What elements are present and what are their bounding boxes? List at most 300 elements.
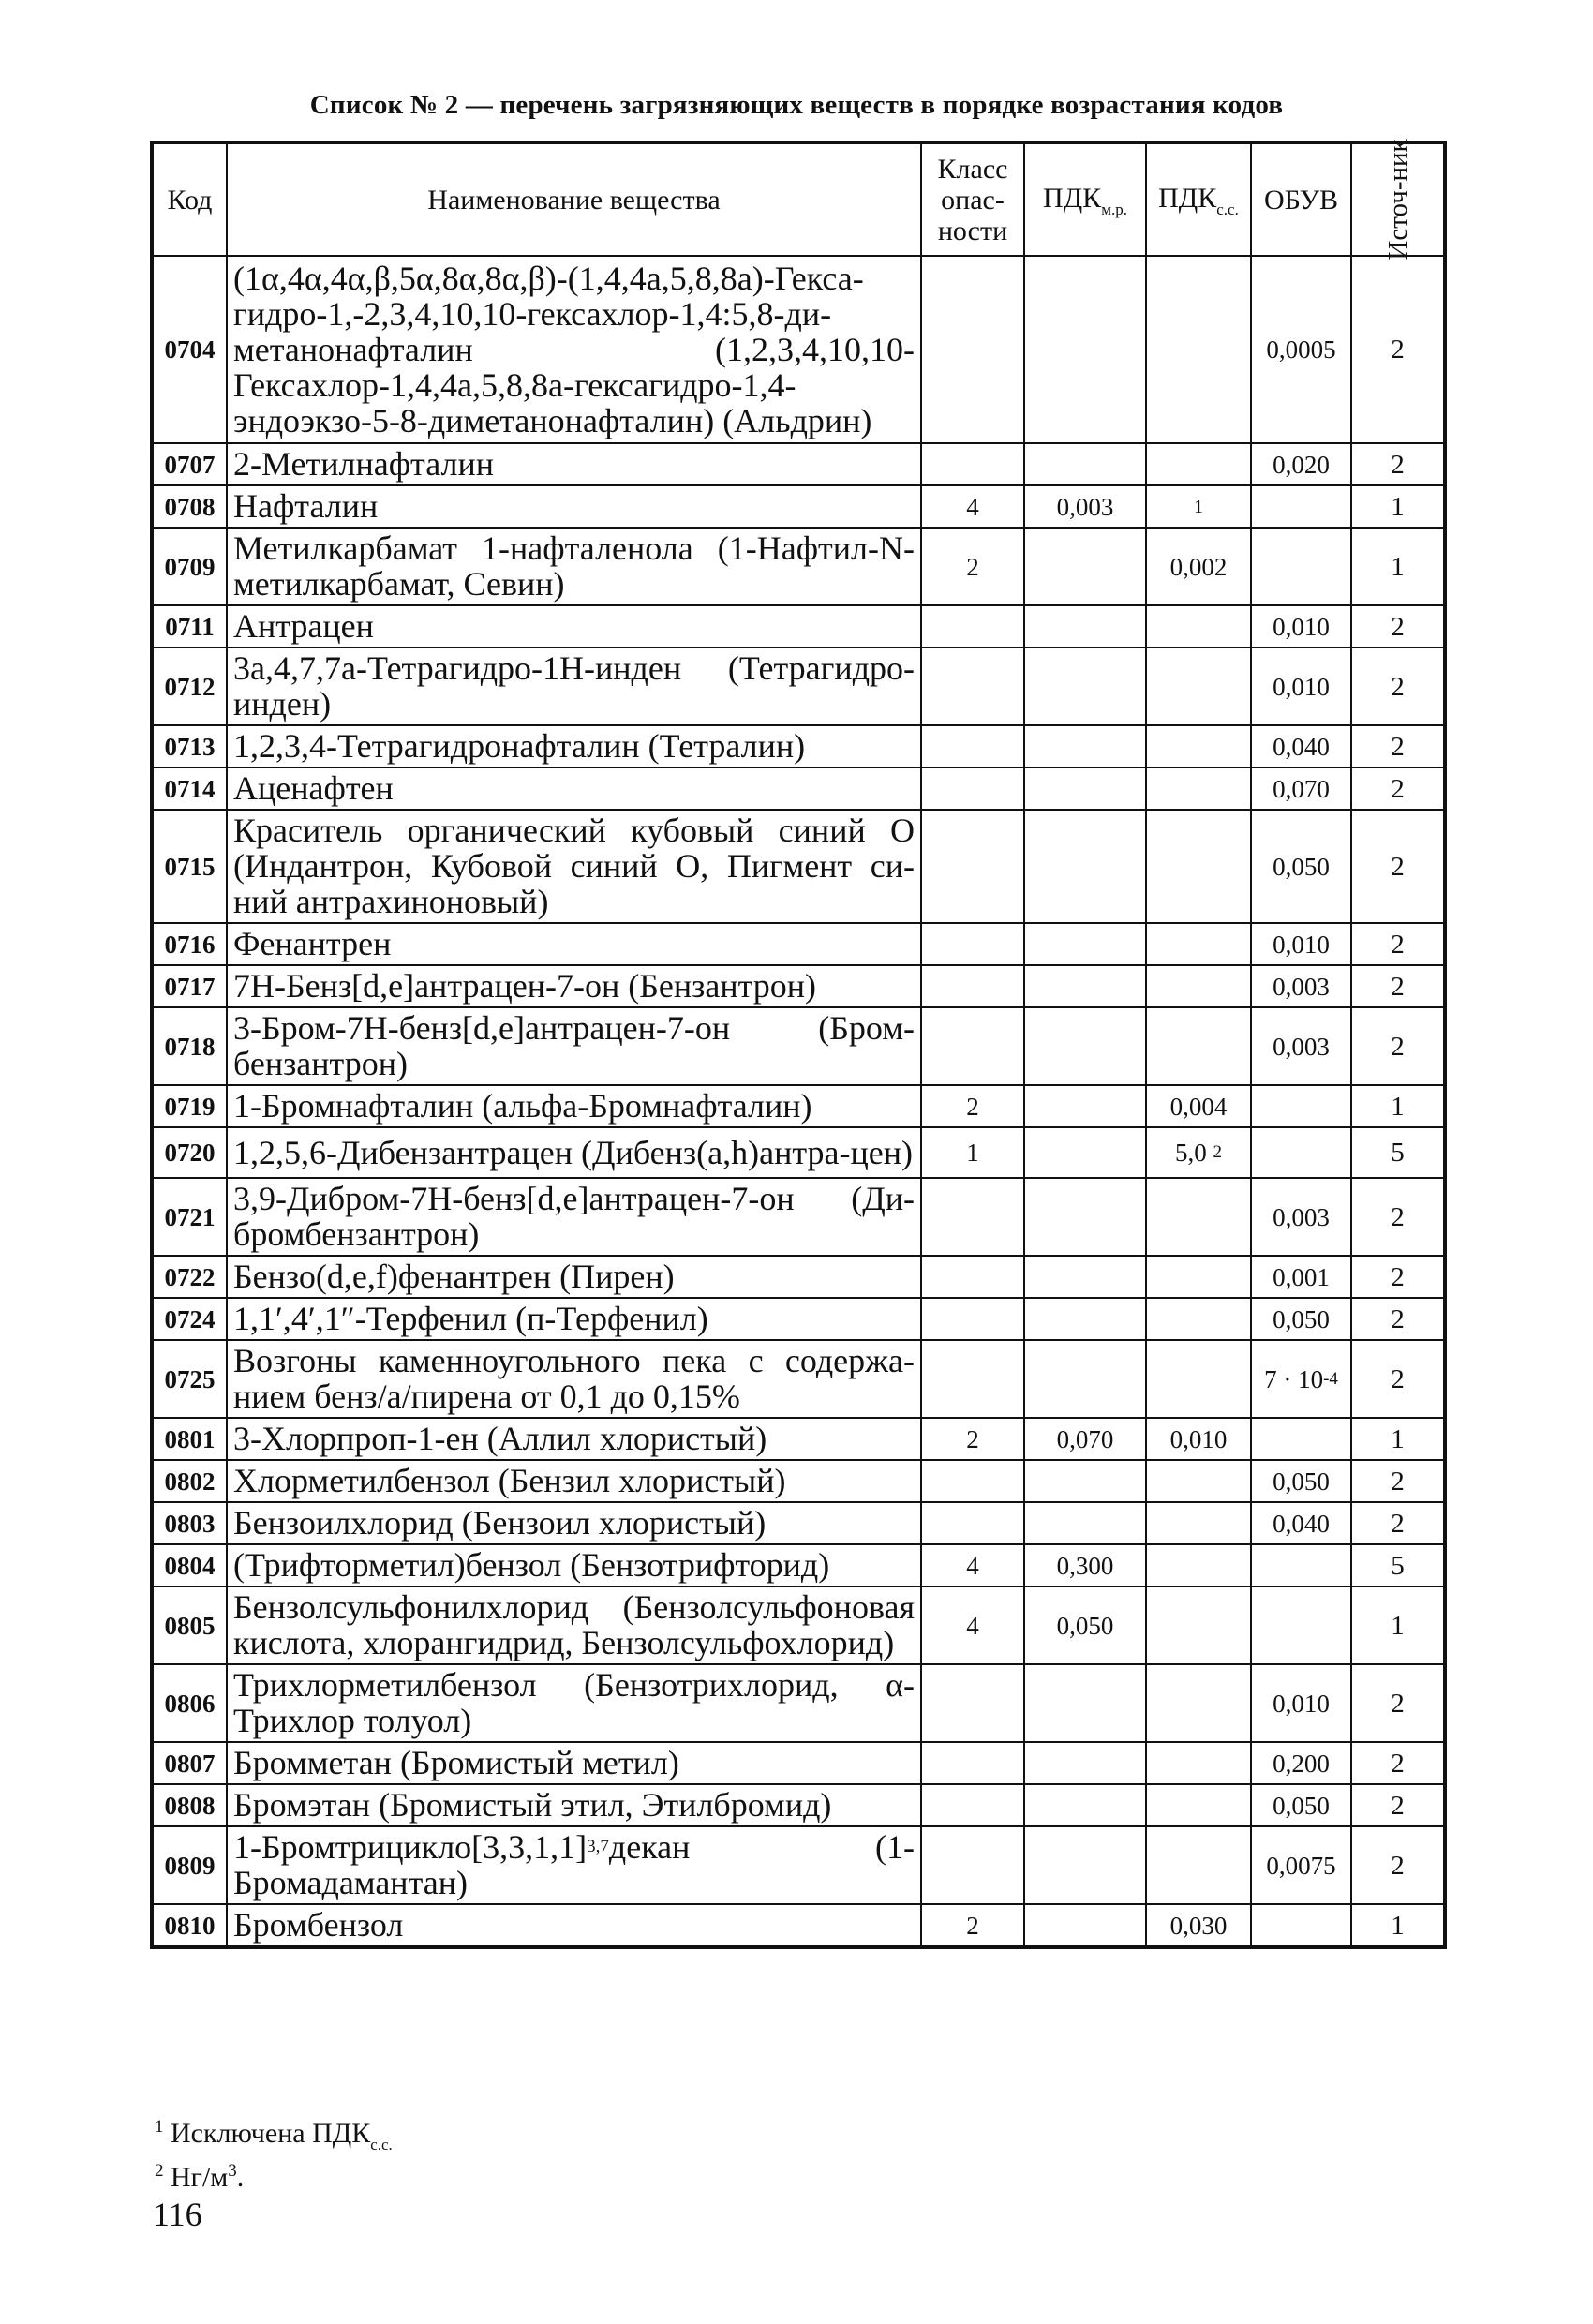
- row-name: [227, 810, 921, 923]
- row-pdk-ss: [1146, 1544, 1251, 1587]
- page-number: 116: [153, 2196, 202, 2233]
- row-obuv-exponent: -4: [1323, 1368, 1338, 1389]
- row-source: 2: [1351, 923, 1445, 965]
- row-source: 1: [1351, 1904, 1445, 1947]
- table-row: [152, 1587, 1445, 1664]
- row-pdk-ss: [1146, 1502, 1251, 1544]
- row-obuv-value: 0,040: [1273, 1509, 1330, 1538]
- row-obuv: [1251, 1007, 1351, 1085]
- table-header-row: [152, 142, 1445, 256]
- row-code: 0802: [152, 1460, 227, 1502]
- row-pdk-mr: 0,300: [1024, 1544, 1146, 1587]
- row-name-text: Аценафтен: [233, 769, 394, 807]
- row-name-text: Бензоилхлорид (Бензоил хлористый): [233, 1504, 767, 1542]
- row-pdk-mr: [1024, 1460, 1146, 1502]
- row-source: 2: [1351, 256, 1445, 443]
- row-name: [227, 528, 921, 605]
- footnote-1: [155, 2110, 393, 2154]
- row-obuv-value: 0,050: [1273, 1304, 1330, 1333]
- table-row: [152, 1460, 1445, 1502]
- header-source-wrap: [1352, 139, 1443, 261]
- row-name-text: Антрацен: [233, 607, 374, 645]
- row-hazard-class: 2: [921, 528, 1024, 605]
- row-pdk-ss: [1146, 1742, 1251, 1784]
- row-name: [227, 443, 921, 485]
- header-source: [1351, 139, 1445, 261]
- row-pdk-ss: [1146, 443, 1251, 485]
- row-name-text: Трихлорметилбензол (Бензотрихлорид, α-Трихлор толуол): [233, 1666, 915, 1739]
- row-obuv: [1251, 1256, 1351, 1298]
- row-hazard-class: 4: [921, 1544, 1024, 1587]
- row-pdk-mr: [1024, 1007, 1146, 1085]
- table-row: [152, 767, 1445, 810]
- row-obuv-value: 0,020: [1273, 450, 1330, 479]
- row-code: 0708: [152, 485, 227, 528]
- row-source: 2: [1351, 1826, 1445, 1904]
- row-pdk-ss: [1146, 810, 1251, 923]
- row-name-tail: декан (1-Бромадамантан): [233, 1828, 915, 1901]
- row-source: 2: [1351, 725, 1445, 767]
- row-code: 0724: [152, 1298, 227, 1340]
- row-pdk-ss-footnote-mark: 2: [1213, 1142, 1222, 1162]
- row-name: [227, 1587, 921, 1664]
- page-title: Список № 2 — перечень загрязняющих веществ в порядке возрастания кодов: [309, 90, 1284, 120]
- row-code: 0807: [152, 1742, 227, 1784]
- row-pdk-mr: [1024, 648, 1146, 725]
- table-row: [152, 1256, 1445, 1298]
- row-source: 2: [1351, 1256, 1445, 1298]
- row-obuv-value: 7 · 10: [1264, 1364, 1324, 1393]
- row-name-text: Метилкарбамат 1-нафталенола (1-Нафтил-N-метилкарбамат, Севин): [233, 529, 915, 603]
- row-code: 0803: [152, 1502, 227, 1544]
- row-source: 2: [1351, 965, 1445, 1007]
- row-pdk-ss: [1146, 1460, 1251, 1502]
- row-obuv-value: 0,050: [1273, 1791, 1330, 1820]
- row-hazard-class: [921, 1664, 1024, 1742]
- row-obuv: [1251, 1502, 1351, 1544]
- row-pdk-mr: 0,003: [1024, 485, 1146, 528]
- row-pdk-mr: [1024, 1826, 1146, 1904]
- row-obuv: [1251, 1340, 1351, 1418]
- row-pdk-ss: [1146, 528, 1251, 605]
- row-pdk-mr: [1024, 810, 1146, 923]
- header-pdk-ss-sub: с.с.: [1216, 200, 1239, 218]
- row-source: 1: [1351, 1418, 1445, 1460]
- row-pdk-mr: [1024, 725, 1146, 767]
- row-name: [227, 256, 921, 443]
- row-name-text: 1,2,3,4-Тетрагидронафталин (Тетралин): [233, 727, 806, 765]
- table-row: [152, 725, 1445, 767]
- table-row: [152, 1664, 1445, 1742]
- header-pdk-ss: [1146, 142, 1251, 256]
- header-code: Код: [152, 142, 227, 256]
- row-code: 0717: [152, 965, 227, 1007]
- row-hazard-class: [921, 923, 1024, 965]
- footnote-1-text: Исключена ПДК: [171, 2118, 371, 2149]
- header-pdk-mr-label: ПДК: [1043, 182, 1102, 214]
- row-obuv-value: 0,050: [1273, 1467, 1330, 1496]
- row-pdk-ss: [1146, 1784, 1251, 1826]
- row-name-text: Возгоны каменноугольного пека с содержа-нием бенз/а/пирена от 0,1 до 0,15%: [233, 1342, 915, 1415]
- row-name-text: 3,9-Дибром-7Н-бенз[d,е]антрацен-7-он (Ди-бромбензантрон): [233, 1180, 915, 1253]
- table-row: [152, 256, 1445, 443]
- row-name: [227, 767, 921, 810]
- table-row: [152, 1784, 1445, 1826]
- row-name-text: 3а,4,7,7а-Тетрагидро-1Н-инден (Тетрагидро-инден): [233, 649, 915, 723]
- row-name-text: 7Н-Бенз[d,е]антрацен-7-он (Бензантрон): [233, 967, 817, 1005]
- row-obuv: [1251, 767, 1351, 810]
- row-code: 0715: [152, 810, 227, 923]
- row-obuv-value: 0,003: [1273, 1202, 1330, 1231]
- row-name: [227, 1085, 921, 1127]
- row-pdk-mr: [1024, 1904, 1146, 1947]
- row-obuv: [1251, 1664, 1351, 1742]
- row-code: 0718: [152, 1007, 227, 1085]
- row-pdk-ss-value: 0,002: [1169, 552, 1228, 581]
- row-source: 1: [1351, 528, 1445, 605]
- row-source: 2: [1351, 605, 1445, 648]
- row-pdk-mr: [1024, 1784, 1146, 1826]
- row-obuv-value: 0,200: [1273, 1749, 1330, 1778]
- footnote-2-sup: 3: [228, 2161, 237, 2181]
- row-source: 2: [1351, 1502, 1445, 1544]
- row-obuv: [1251, 443, 1351, 485]
- row-code: 0805: [152, 1587, 227, 1664]
- row-obuv: [1251, 1418, 1351, 1460]
- row-obuv-value: 0,010: [1273, 1689, 1330, 1718]
- row-name-text: 3-Бром-7Н-бенз[d,е]антрацен-7-он (Бром-бензантрон): [233, 1009, 915, 1082]
- row-source: 5: [1351, 1127, 1445, 1178]
- row-code: 0725: [152, 1340, 227, 1418]
- row-code: 0707: [152, 443, 227, 485]
- row-obuv-value: 0,010: [1273, 672, 1330, 701]
- row-name-text: 2-Метилнафталин: [233, 445, 494, 483]
- row-name: [227, 485, 921, 528]
- substances-table: [150, 141, 1447, 1949]
- row-obuv-value: 0,010: [1273, 612, 1330, 641]
- table-row: [152, 1418, 1445, 1460]
- row-pdk-mr: [1024, 528, 1146, 605]
- table-row: [152, 1742, 1445, 1784]
- row-obuv: [1251, 256, 1351, 443]
- row-pdk-ss: [1146, 1127, 1251, 1178]
- row-hazard-class: [921, 1502, 1024, 1544]
- row-pdk-mr: [1024, 923, 1146, 965]
- row-obuv: [1251, 965, 1351, 1007]
- row-pdk-mr: [1024, 1502, 1146, 1544]
- row-pdk-ss-value: 0,030: [1169, 1911, 1228, 1940]
- row-hazard-class: [921, 1784, 1024, 1826]
- row-obuv-value: 0,050: [1273, 852, 1330, 881]
- row-source: 1: [1351, 1587, 1445, 1664]
- row-pdk-ss-value: 1: [1194, 496, 1203, 517]
- row-source: 2: [1351, 1178, 1445, 1256]
- row-name: [227, 605, 921, 648]
- row-pdk-mr: [1024, 605, 1146, 648]
- row-pdk-mr: [1024, 1664, 1146, 1742]
- row-name: [227, 1826, 921, 1904]
- row-name: [227, 1784, 921, 1826]
- row-hazard-class: [921, 767, 1024, 810]
- table-row: [152, 1127, 1445, 1178]
- row-pdk-ss-value: 0,004: [1169, 1092, 1228, 1121]
- row-obuv: [1251, 1178, 1351, 1256]
- row-source: 2: [1351, 1460, 1445, 1502]
- footnote-1-sub: с.с.: [370, 2136, 393, 2153]
- row-obuv: [1251, 1826, 1351, 1904]
- row-name-text: 1-Бромтрицикло[3,3,1,1]: [233, 1828, 588, 1866]
- table-row: [152, 923, 1445, 965]
- row-code: 0713: [152, 725, 227, 767]
- table-row: [152, 648, 1445, 725]
- row-hazard-class: [921, 965, 1024, 1007]
- row-name-text: 1,2,5,6-Дибензантрацен (Дибенз(a,h)антра-цен): [233, 1133, 913, 1171]
- row-code: 0711: [152, 605, 227, 648]
- row-hazard-class: 4: [921, 1587, 1024, 1664]
- table-row: [152, 1826, 1445, 1904]
- row-name: [227, 1178, 921, 1256]
- row-hazard-class: [921, 725, 1024, 767]
- row-source: 2: [1351, 443, 1445, 485]
- header-source-label: Источ-ник: [1382, 139, 1413, 261]
- row-pdk-mr: [1024, 1178, 1146, 1256]
- row-code: 0804: [152, 1544, 227, 1587]
- row-source: 2: [1351, 810, 1445, 923]
- table-row: [152, 1502, 1445, 1544]
- row-name-text: 1-Бромнафталин (альфа-Бромнафталин): [233, 1087, 812, 1125]
- row-code: 0721: [152, 1178, 227, 1256]
- table-row: [152, 1340, 1445, 1418]
- table-row: [152, 965, 1445, 1007]
- row-hazard-class: [921, 648, 1024, 725]
- row-hazard-class: 2: [921, 1418, 1024, 1460]
- table-row: [152, 605, 1445, 648]
- row-name: [227, 965, 921, 1007]
- row-pdk-ss: [1146, 256, 1251, 443]
- row-pdk-ss: [1146, 648, 1251, 725]
- row-code: 0712: [152, 648, 227, 725]
- row-name-text: (Трифторметил)бензол (Бензотрифторид): [233, 1546, 830, 1584]
- row-name-text: 3-Хлорпроп-1-ен (Аллил хлористый): [233, 1420, 767, 1457]
- table-row: [152, 1298, 1445, 1340]
- row-name-text: 1,1′,4′,1″-Терфенил (п-Терфенил): [233, 1300, 708, 1337]
- row-code: 0808: [152, 1784, 227, 1826]
- row-name: [227, 648, 921, 725]
- row-hazard-class: 1: [921, 1127, 1024, 1178]
- row-pdk-ss: [1146, 1904, 1251, 1947]
- row-hazard-class: [921, 1298, 1024, 1340]
- row-obuv: [1251, 725, 1351, 767]
- row-pdk-ss: [1146, 965, 1251, 1007]
- row-name: [227, 1460, 921, 1502]
- table-row: [152, 1544, 1445, 1587]
- row-name-text: Бромбензол: [233, 1906, 404, 1944]
- row-pdk-mr: [1024, 1256, 1146, 1298]
- row-pdk-mr: [1024, 1085, 1146, 1127]
- row-name-text: Бензолсульфонилхлорид (Бензолсульфоновая кислота, хлорангидрид, Бензолсульфохлорид): [233, 1588, 915, 1661]
- row-pdk-mr: [1024, 767, 1146, 810]
- row-hazard-class: [921, 1178, 1024, 1256]
- row-code: 0810: [152, 1904, 227, 1947]
- row-obuv: [1251, 1544, 1351, 1587]
- table-row: [152, 443, 1445, 485]
- header-obuv: ОБУВ: [1251, 142, 1351, 256]
- row-pdk-ss: [1146, 1664, 1251, 1742]
- row-pdk-ss: [1146, 767, 1251, 810]
- row-code: 0809: [152, 1826, 227, 1904]
- header-pdk-ss-label: ПДК: [1158, 182, 1217, 214]
- row-hazard-class: [921, 605, 1024, 648]
- footnote-2-tail: .: [236, 2162, 245, 2193]
- row-source: 2: [1351, 1664, 1445, 1742]
- row-pdk-ss: [1146, 1587, 1251, 1664]
- row-code: 0801: [152, 1418, 227, 1460]
- row-obuv-value: 0,0005: [1266, 335, 1336, 364]
- row-name-text: Бромметан (Бромистый метил): [233, 1744, 679, 1781]
- row-pdk-ss: [1146, 1178, 1251, 1256]
- row-source: 2: [1351, 1784, 1445, 1826]
- row-obuv-value: 0,070: [1273, 774, 1330, 803]
- row-hazard-class: [921, 1742, 1024, 1784]
- row-hazard-class: [921, 256, 1024, 443]
- row-pdk-ss-value: 0,010: [1169, 1424, 1228, 1453]
- footnote-1-mark: 1: [155, 2117, 164, 2137]
- row-obuv-value: 0,003: [1273, 972, 1330, 1001]
- footnote-2-text: Нг/м: [171, 2162, 229, 2193]
- row-pdk-ss: [1146, 1007, 1251, 1085]
- row-code: 0704: [152, 256, 227, 443]
- row-name: [227, 1664, 921, 1742]
- row-obuv-value: 0,010: [1273, 930, 1330, 959]
- row-hazard-class: 4: [921, 485, 1024, 528]
- header-pdk-mr: [1024, 142, 1146, 256]
- row-obuv: [1251, 528, 1351, 605]
- row-pdk-mr: [1024, 965, 1146, 1007]
- row-obuv: [1251, 605, 1351, 648]
- row-name-text: Нафталин: [233, 487, 379, 525]
- row-source: 2: [1351, 648, 1445, 725]
- row-pdk-mr: [1024, 443, 1146, 485]
- row-name: [227, 1298, 921, 1340]
- row-code: 0806: [152, 1664, 227, 1742]
- row-code: 0722: [152, 1256, 227, 1298]
- table-row: [152, 1178, 1445, 1256]
- table-row: [152, 1085, 1445, 1127]
- row-hazard-class: [921, 1007, 1024, 1085]
- row-name-text: Фенантрен: [233, 925, 392, 962]
- row-obuv: [1251, 1085, 1351, 1127]
- row-obuv: [1251, 1784, 1351, 1826]
- row-source: 2: [1351, 767, 1445, 810]
- row-pdk-ss: [1146, 725, 1251, 767]
- row-pdk-mr: 0,070: [1024, 1418, 1146, 1460]
- row-source: 2: [1351, 1298, 1445, 1340]
- row-name: [227, 923, 921, 965]
- row-pdk-ss: [1146, 1298, 1251, 1340]
- row-obuv: [1251, 1587, 1351, 1664]
- row-obuv: [1251, 648, 1351, 725]
- row-name-text: Краситель органический кубовый синий О (Индантрон, Кубовой синий О, Пигмент си-ний антрахиноновый): [233, 812, 915, 920]
- table-row: [152, 528, 1445, 605]
- row-name: [227, 1418, 921, 1460]
- row-hazard-class: [921, 1460, 1024, 1502]
- row-obuv-value: 0,003: [1273, 1032, 1330, 1061]
- header-name: Наименование вещества: [227, 142, 921, 256]
- row-source: 1: [1351, 1085, 1445, 1127]
- table-row: [152, 810, 1445, 923]
- row-name: [227, 1742, 921, 1784]
- row-pdk-ss: [1146, 1340, 1251, 1418]
- row-pdk-mr: 0,050: [1024, 1587, 1146, 1664]
- row-pdk-mr: [1024, 1742, 1146, 1784]
- row-pdk-ss: [1146, 1256, 1251, 1298]
- row-obuv-value: 0,001: [1273, 1262, 1330, 1291]
- row-code: 0719: [152, 1085, 227, 1127]
- row-hazard-class: 2: [921, 1904, 1024, 1947]
- row-name-text: Бромэтан (Бромистый этил, Этилбромид): [233, 1786, 832, 1824]
- header-pdk-mr-sub: м.р.: [1101, 200, 1127, 218]
- row-name-sup: 3,7: [587, 1837, 609, 1856]
- row-hazard-class: [921, 1826, 1024, 1904]
- row-code: 0716: [152, 923, 227, 965]
- table-body: [152, 256, 1445, 1947]
- row-pdk-mr: [1024, 1298, 1146, 1340]
- footnote-2-mark: 2: [155, 2161, 164, 2181]
- row-obuv: [1251, 1742, 1351, 1784]
- row-pdk-ss: [1146, 923, 1251, 965]
- row-name: [227, 1340, 921, 1418]
- row-pdk-ss: [1146, 1826, 1251, 1904]
- row-obuv: [1251, 1460, 1351, 1502]
- row-hazard-class: [921, 1256, 1024, 1298]
- row-pdk-ss: [1146, 1418, 1251, 1460]
- row-source: 5: [1351, 1544, 1445, 1587]
- row-code: 0709: [152, 528, 227, 605]
- row-name: [227, 1007, 921, 1085]
- row-name: [227, 1544, 921, 1587]
- row-source: 2: [1351, 1007, 1445, 1085]
- row-pdk-ss-value: 5,0: [1175, 1139, 1207, 1167]
- row-obuv: [1251, 485, 1351, 528]
- row-pdk-mr: [1024, 1127, 1146, 1178]
- row-pdk-ss: [1146, 485, 1251, 528]
- row-obuv: [1251, 810, 1351, 923]
- row-name-text: (1α,4α,4α,β,5α,8α,8α,β)-(1,4,4а,5,8,8а)-Гекса-гидро-1,-2,3,4,10,10-гексахлор-1,4:5,8-ди-метанонафталин (1,2,3,4,10,10-Гексахлор-1,4,4а,5,8,8а-гексагидро-1,4-эндоэкзо-5-8-диметанонафталин) (Альдрин): [233, 259, 915, 439]
- table-row: [152, 1904, 1445, 1947]
- row-code: 0714: [152, 767, 227, 810]
- row-hazard-class: 2: [921, 1085, 1024, 1127]
- footnote-2: [155, 2154, 393, 2195]
- table-row: [152, 1007, 1445, 1085]
- table-row: [152, 485, 1445, 528]
- row-obuv-value: 0,040: [1273, 732, 1330, 761]
- row-obuv: [1251, 1298, 1351, 1340]
- row-name-text: Хлорметилбензол (Бензил хлористый): [233, 1462, 786, 1499]
- row-obuv: [1251, 923, 1351, 965]
- row-name: [227, 1904, 921, 1947]
- row-source: 1: [1351, 485, 1445, 528]
- row-pdk-ss: [1146, 605, 1251, 648]
- row-pdk-mr: [1024, 1340, 1146, 1418]
- row-obuv: [1251, 1127, 1351, 1178]
- row-source: 2: [1351, 1340, 1445, 1418]
- row-hazard-class: [921, 810, 1024, 923]
- row-name: [227, 1127, 921, 1178]
- row-code: 0720: [152, 1127, 227, 1178]
- row-name: [227, 1502, 921, 1544]
- row-pdk-mr: [1024, 256, 1146, 443]
- row-hazard-class: [921, 443, 1024, 485]
